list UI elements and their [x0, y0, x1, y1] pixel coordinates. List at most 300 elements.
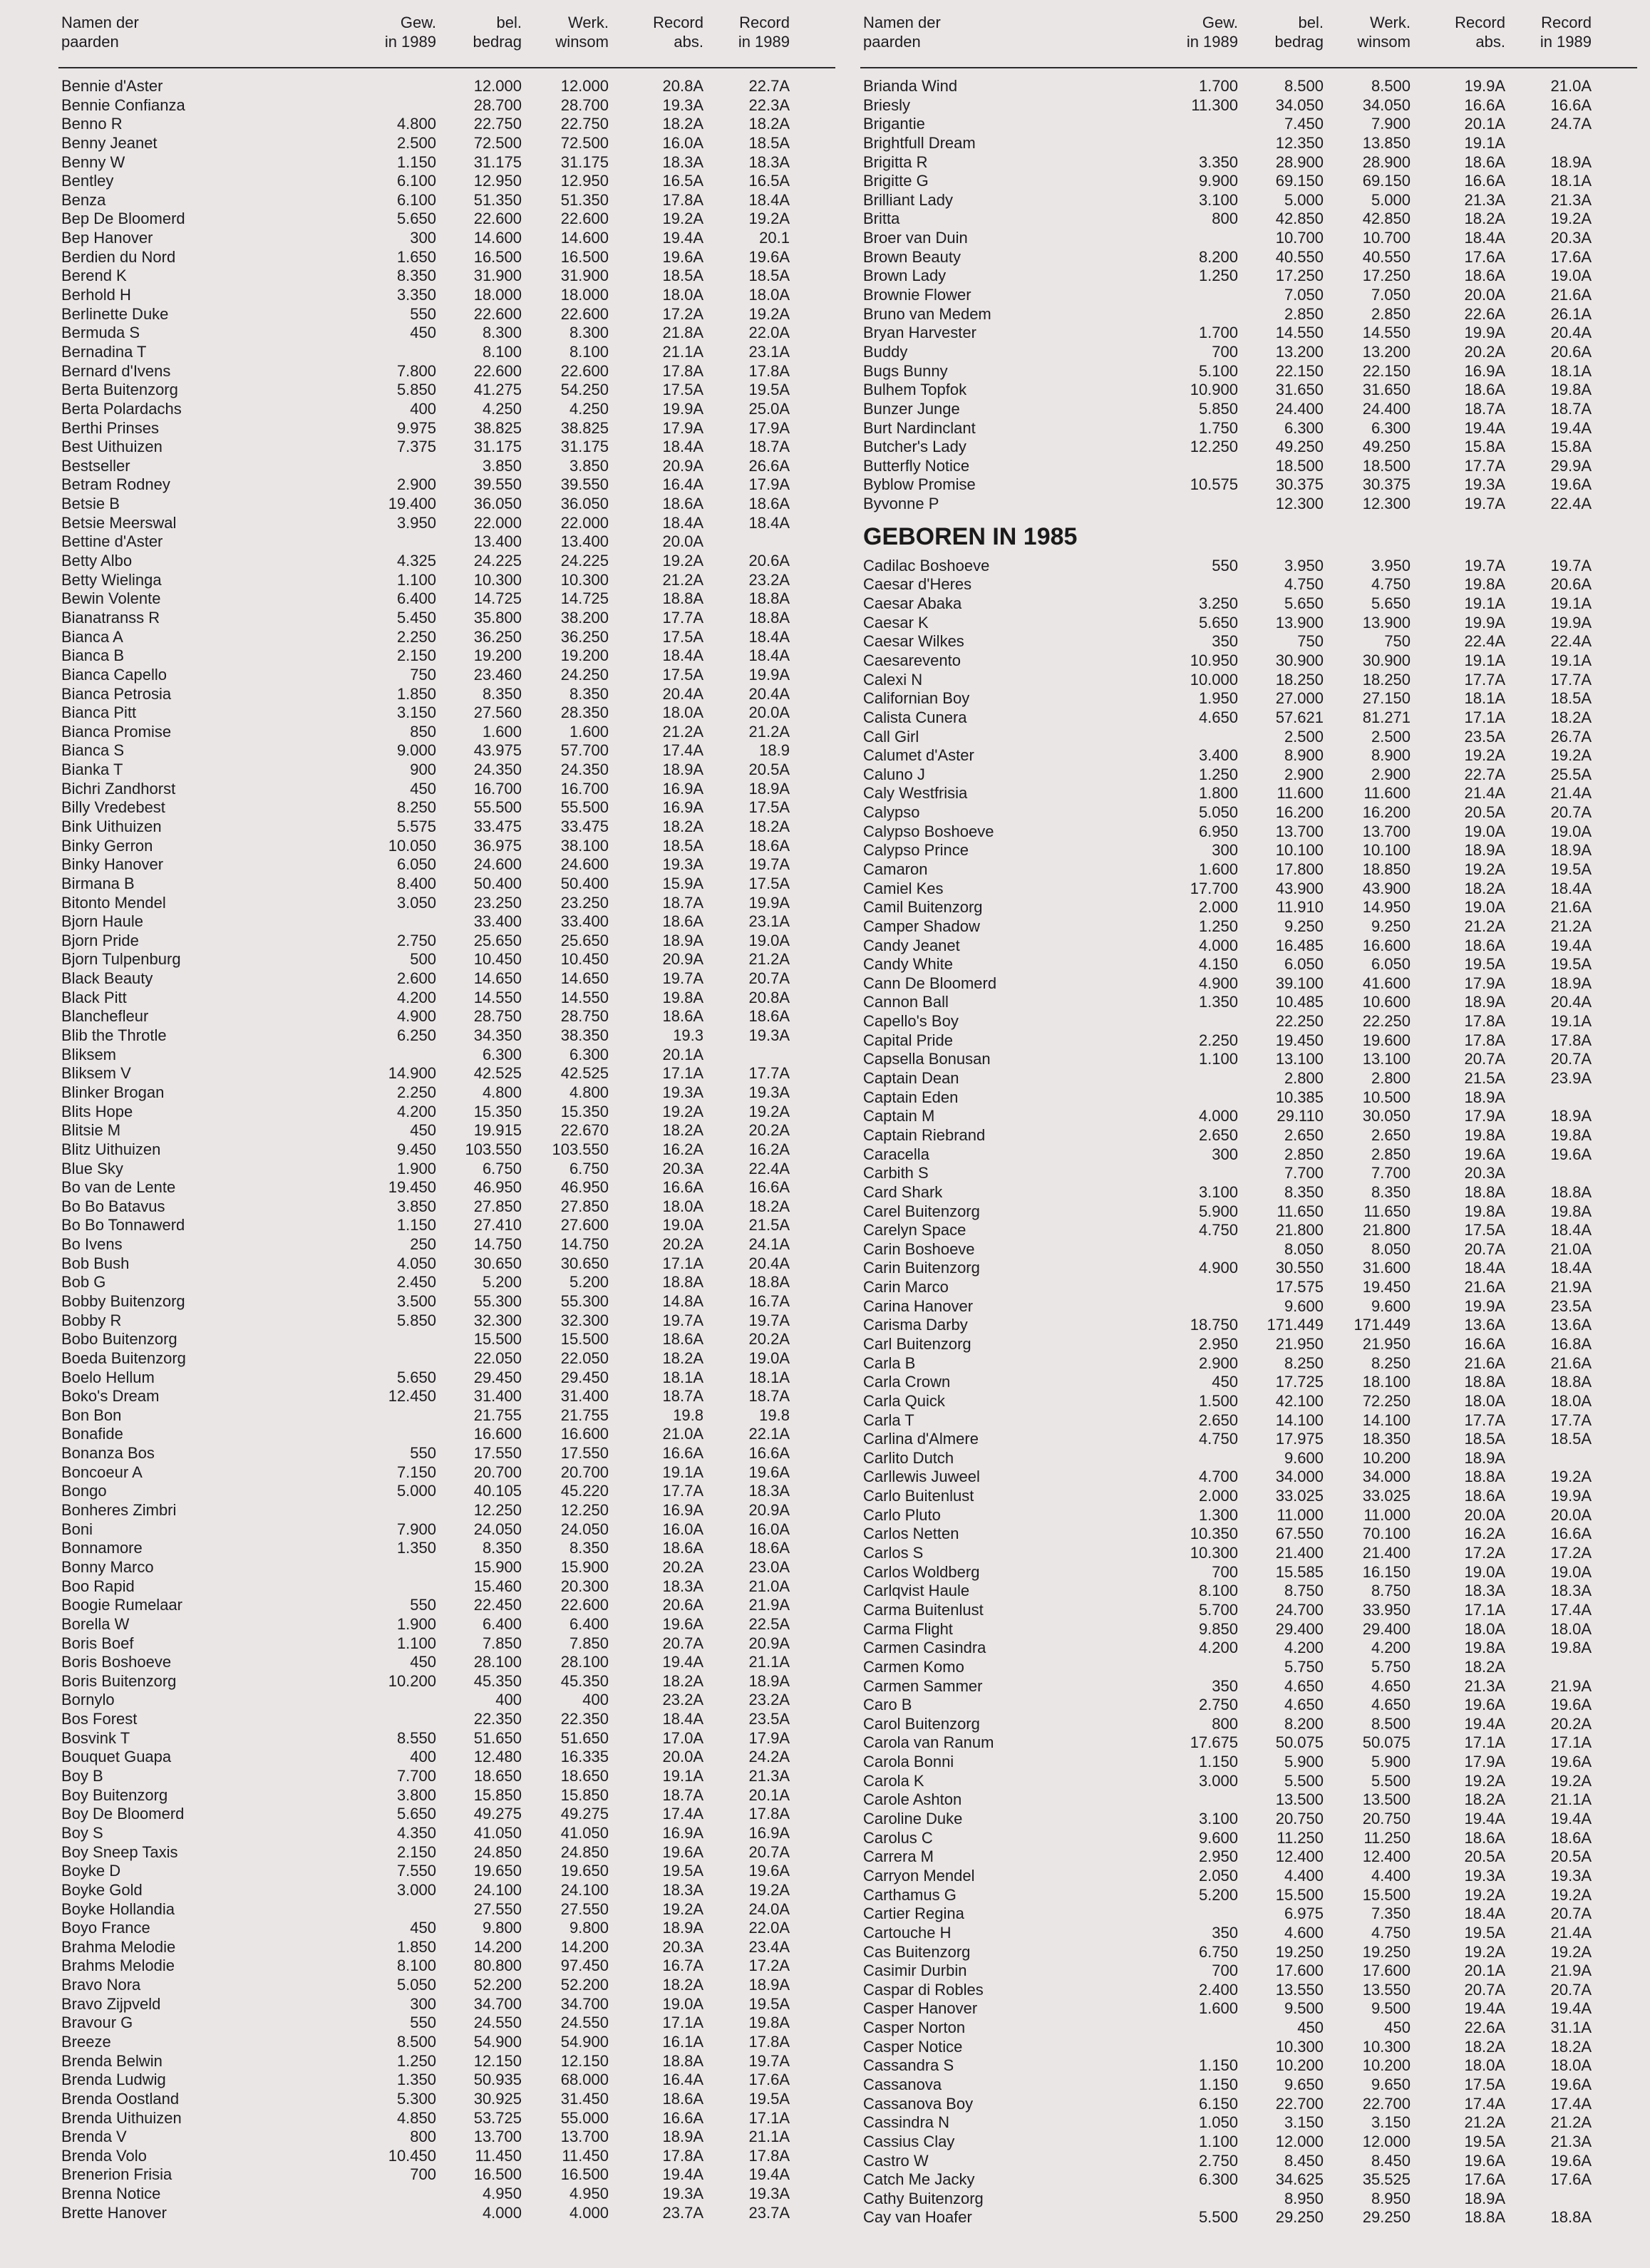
amount: 16.485 [1275, 936, 1324, 954]
winnings: 5.650 [1371, 594, 1411, 613]
horse-name: Boyo France [61, 1919, 150, 1937]
weight-1989: 1.700 [1198, 324, 1238, 342]
table-row [860, 575, 1637, 594]
record-1989: 21.0A [1550, 1239, 1592, 1258]
record-abs: 18.2A [662, 817, 703, 835]
table-row [58, 1046, 835, 1065]
table-row [58, 912, 835, 932]
record-1989: 18.5A [1550, 689, 1592, 708]
record-1989: 21.9A [1550, 1962, 1592, 1980]
amount: 1.600 [482, 722, 522, 741]
record-1989: 20.9A [748, 1501, 790, 1520]
horse-name: Camil Buitenzorg [863, 898, 983, 917]
weight-1989: 500 [410, 950, 436, 969]
table-row [58, 685, 835, 704]
record-abs: 19.2A [1464, 860, 1505, 878]
horse-name: Captain Dean [863, 1069, 959, 1088]
record-abs: 21.0A [662, 1425, 703, 1443]
amount: 28.100 [473, 1653, 522, 1671]
weight-1989: 800 [1212, 1714, 1238, 1733]
weight-1989: 1.350 [1198, 993, 1238, 1011]
amount: 31.175 [473, 438, 522, 456]
horse-name: Blinker Brogan [61, 1083, 165, 1101]
record-abs: 20.1A [1464, 115, 1505, 133]
weight-1989: 1.250 [1198, 765, 1238, 783]
winnings: 29.250 [1362, 2208, 1411, 2227]
amount: 29.400 [1275, 1619, 1324, 1638]
weight-1989: 9.900 [1198, 172, 1238, 190]
winnings: 18.850 [1362, 860, 1411, 878]
table-row [58, 495, 835, 514]
horse-name: Burt Nardinclant [863, 418, 976, 437]
horse-name: Cadilac Boshoeve [863, 556, 990, 574]
record-1989: 18.4A [748, 190, 790, 209]
horse-name: Brenda Oostland [61, 2089, 180, 2108]
table-row [860, 381, 1637, 400]
record-abs: 19.0A [1464, 822, 1505, 840]
record-abs: 22.7A [1464, 765, 1505, 783]
table-row [860, 1354, 1637, 1373]
amount: 16.600 [473, 1425, 522, 1443]
record-abs: 23.7A [662, 2203, 703, 2222]
winnings: 39.550 [560, 475, 609, 494]
table-row [58, 1558, 835, 1577]
horse-name: Bianca A [61, 627, 123, 646]
winnings: 21.400 [1362, 1544, 1411, 1562]
horse-name: Cathy Buitenzorg [863, 2189, 984, 2207]
weight-1989: 5.650 [396, 1368, 436, 1386]
winnings: 32.300 [560, 1311, 609, 1329]
record-abs: 19.4A [662, 229, 703, 247]
amount: 14.750 [473, 1235, 522, 1254]
amount: 2.500 [1284, 727, 1324, 746]
record-abs: 19.1A [1464, 133, 1505, 152]
winnings: 22.000 [560, 513, 609, 532]
weight-1989: 9.850 [1198, 1619, 1238, 1638]
record-1989: 24.1A [748, 1235, 790, 1254]
winnings: 16.600 [1362, 936, 1411, 954]
record-1989: 22.0A [748, 1919, 790, 1937]
record-abs: 21.2A [662, 570, 703, 589]
horse-name: Carlos Netten [863, 1525, 959, 1543]
amount: 49.250 [1275, 438, 1324, 456]
record-abs: 18.0A [1464, 1619, 1505, 1638]
table-row [860, 2019, 1637, 2038]
winnings: 30.375 [1362, 475, 1411, 494]
amount: 8.900 [1284, 746, 1324, 765]
record-1989: 25.5A [1550, 765, 1592, 783]
horse-name: Bravo Zijpveld [61, 1994, 161, 2013]
table-row [58, 1103, 835, 1122]
amount: 52.200 [473, 1976, 522, 1994]
record-1989: 19.9A [748, 665, 790, 684]
horse-name: Brianda Wind [863, 77, 958, 95]
horse-name: Carlina d'Almere [863, 1430, 979, 1448]
winnings: 17.550 [560, 1444, 609, 1463]
record-1989: 19.2A [1550, 210, 1592, 228]
record-1989: 21.3A [1550, 2132, 1592, 2150]
record-abs: 18.4A [662, 1710, 703, 1728]
weight-1989: 10.450 [388, 2146, 436, 2165]
header-weight: Gew. in 1989 [1186, 14, 1238, 51]
record-abs: 22.4A [1464, 632, 1505, 651]
amount: 31.650 [1275, 381, 1324, 399]
record-1989: 20.2A [1550, 1714, 1592, 1733]
winnings: 13.700 [1362, 822, 1411, 840]
weight-1989: 2.600 [396, 969, 436, 988]
amount: 15.500 [1275, 1885, 1324, 1904]
record-abs: 17.4A [1464, 2094, 1505, 2113]
amount: 9.250 [1284, 917, 1324, 935]
table-row [58, 400, 835, 419]
record-1989: 18.8A [748, 1273, 790, 1292]
table-row [860, 2170, 1637, 2190]
amount: 2.850 [1284, 1145, 1324, 1163]
record-1989: 19.5A [748, 1994, 790, 2013]
amount: 4.950 [482, 2185, 522, 2203]
horse-name: Cassanova Boy [863, 2094, 974, 2113]
table-row [860, 2095, 1637, 2114]
record-1989: 19.4A [1550, 418, 1592, 437]
horse-name: Carelyn Space [863, 1221, 966, 1239]
amount: 22.600 [473, 361, 522, 380]
winnings: 28.100 [560, 1653, 609, 1671]
amount: 22.050 [473, 1349, 522, 1367]
horse-name: Castro W [863, 2151, 929, 2170]
weight-1989: 10.950 [1190, 651, 1238, 669]
record-1989: 20.7A [748, 969, 790, 988]
record-1989: 19.3A [1550, 1866, 1592, 1885]
record-1989: 18.5A [748, 133, 790, 152]
amount: 14.100 [1275, 1411, 1324, 1429]
horse-name: Brenda Ludwig [61, 2071, 166, 2089]
weight-1989: 7.375 [396, 438, 436, 456]
amount: 18.500 [1275, 456, 1324, 475]
record-1989: 23.5A [1550, 1297, 1592, 1315]
table-row [860, 1107, 1637, 1126]
horse-name: Berta Buitenzorg [61, 381, 178, 399]
table-row [58, 1197, 835, 1217]
weight-1989: 450 [410, 779, 436, 798]
weight-1989: 7.900 [396, 1520, 436, 1538]
winnings: 4.650 [1371, 1696, 1411, 1714]
winnings: 6.300 [569, 1045, 609, 1063]
amount: 15.350 [473, 1102, 522, 1120]
amount: 750 [1297, 632, 1324, 651]
winnings: 12.400 [1362, 1847, 1411, 1866]
winnings: 30.050 [1362, 1107, 1411, 1125]
horse-name: Bliksem V [61, 1064, 131, 1083]
weight-1989: 17.700 [1190, 879, 1238, 897]
winnings: 8.300 [569, 324, 609, 342]
amount: 43.900 [1275, 879, 1324, 897]
weight-1989: 2.250 [396, 627, 436, 646]
record-abs: 20.7A [1464, 1980, 1505, 1999]
amount: 42.850 [1275, 210, 1324, 228]
record-abs: 18.9A [1464, 1448, 1505, 1467]
record-1989: 31.1A [1550, 2019, 1592, 2037]
record-abs: 21.3A [1464, 190, 1505, 209]
record-1989: 17.6A [1550, 247, 1592, 266]
record-abs: 19.2A [662, 552, 703, 570]
amount: 31.175 [473, 153, 522, 171]
winnings: 18.000 [560, 286, 609, 304]
record-abs: 18.6A [662, 1007, 703, 1026]
horse-name: Bo Ivens [61, 1235, 123, 1254]
amount: 34.000 [1275, 1468, 1324, 1486]
horse-name: Brahms Melodie [61, 1957, 175, 1975]
record-abs: 21.1A [662, 342, 703, 361]
winnings: 21.755 [560, 1406, 609, 1424]
table-row [58, 305, 835, 324]
amount: 4.000 [482, 2203, 522, 2222]
record-abs: 18.7A [662, 1785, 703, 1804]
table-row [860, 708, 1637, 728]
weight-1989: 5.850 [1198, 399, 1238, 418]
weight-1989: 5.650 [1198, 613, 1238, 632]
weight-1989: 6.400 [396, 589, 436, 608]
amount: 20.700 [473, 1463, 522, 1481]
table-row [860, 419, 1637, 438]
winnings: 33.475 [560, 817, 609, 835]
amount: 8.350 [1284, 1182, 1324, 1201]
record-abs: 20.5A [1464, 803, 1505, 822]
horse-name: Bo Bo Tonnawerd [61, 1216, 185, 1234]
winnings: 8.350 [1371, 1182, 1411, 1201]
record-1989: 20.5A [748, 761, 790, 779]
table-row [860, 823, 1637, 842]
horse-name: Bianca S [61, 741, 125, 760]
winnings: 13.200 [1362, 342, 1411, 361]
table-row [58, 798, 835, 818]
amount: 21.950 [1275, 1335, 1324, 1353]
record-1989: 19.6A [1550, 475, 1592, 494]
table-row [58, 1691, 835, 1710]
header-record-abs: Record abs. [1455, 14, 1505, 51]
winnings: 8.500 [1371, 1714, 1411, 1733]
horse-name: Cassindra N [863, 2113, 950, 2132]
weight-1989: 350 [1212, 1923, 1238, 1942]
winnings: 11.000 [1363, 1505, 1411, 1524]
horse-name: Bravour G [61, 2014, 133, 2032]
record-abs: 20.9A [662, 456, 703, 475]
winnings: 17.250 [1362, 267, 1411, 285]
table-row [860, 937, 1637, 956]
winnings: 28.750 [560, 1007, 609, 1026]
weight-1989: 3.000 [396, 1880, 436, 1899]
amount: 8.750 [1284, 1582, 1324, 1600]
weight-1989: 6.950 [1198, 822, 1238, 840]
horse-name: Bianca B [61, 646, 125, 665]
table-row [860, 2038, 1637, 2057]
table-row [58, 1425, 835, 1444]
table-row [860, 1904, 1637, 1924]
horse-name: Carolus C [863, 1828, 933, 1847]
record-1989: 20.6A [1550, 342, 1592, 361]
table-row [860, 594, 1637, 614]
record-1989: 17.5A [748, 874, 790, 892]
amount: 10.300 [1275, 2037, 1324, 2056]
winnings: 13.850 [1362, 133, 1411, 152]
table-row [860, 1525, 1637, 1544]
table-row [860, 1506, 1637, 1525]
record-abs: 20.8A [662, 77, 703, 95]
table-row [58, 1349, 835, 1368]
weight-1989: 800 [1212, 210, 1238, 228]
amount: 41.275 [473, 381, 522, 399]
table-row [58, 703, 835, 723]
header-winnings: Werk. winsom [555, 14, 609, 51]
amount: 34.050 [1275, 96, 1324, 114]
record-abs: 18.3A [662, 153, 703, 171]
table-row [860, 880, 1637, 899]
winnings: 38.350 [560, 1026, 609, 1045]
table-body [860, 557, 1637, 2227]
record-1989: 17.1A [1550, 1733, 1592, 1752]
amount: 19.250 [1275, 1942, 1324, 1961]
winnings: 5.000 [1371, 190, 1411, 209]
section-heading: GEBOREN IN 1985 [863, 522, 1078, 550]
horse-name: Boogie Rumelaar [61, 1596, 182, 1614]
amount: 19.200 [473, 646, 522, 665]
horse-name: Blue Sky [61, 1159, 123, 1177]
weight-1989: 350 [1212, 632, 1238, 651]
weight-1989: 1.150 [396, 1216, 436, 1234]
table-row [860, 1715, 1637, 1734]
horse-name: Boy B [61, 1767, 103, 1785]
horse-name: Byblow Promise [863, 475, 976, 494]
weight-1989: 1.800 [1198, 784, 1238, 803]
record-abs: 19.3A [1464, 475, 1505, 494]
weight-1989: 10.300 [1190, 1544, 1238, 1562]
weight-1989: 1.100 [396, 1634, 436, 1652]
record-1989: 18.7A [1550, 399, 1592, 418]
horse-name: Byvonne P [863, 495, 939, 513]
table-row [860, 267, 1637, 286]
record-1989: 21.9A [1550, 1278, 1592, 1297]
record-1989: 20.8A [748, 988, 790, 1006]
horse-name: Brigitta R [863, 153, 928, 171]
table-row [58, 1653, 835, 1672]
record-abs: 19.8A [1464, 1202, 1505, 1220]
horse-name: Bo van de Lente [61, 1178, 176, 1197]
record-abs: 17.7A [662, 608, 703, 627]
table-row [860, 1487, 1637, 1506]
winnings: 22.350 [560, 1710, 609, 1728]
amount: 4.800 [482, 1083, 522, 1101]
record-1989: 19.6A [748, 1862, 790, 1880]
record-abs: 18.5A [662, 836, 703, 855]
winnings: 13.700 [560, 2128, 609, 2146]
table-row [860, 1259, 1637, 1278]
table-row [860, 1867, 1637, 1886]
amount: 13.900 [1275, 613, 1324, 632]
record-1989: 21.0A [1550, 77, 1592, 95]
table-row [58, 1767, 835, 1786]
amount: 16.500 [473, 247, 522, 266]
table-row [58, 1577, 835, 1597]
amount: 19.915 [473, 1121, 522, 1140]
weight-1989: 9.000 [396, 741, 436, 760]
amount: 15.900 [473, 1557, 522, 1576]
weight-1989: 350 [1212, 1676, 1238, 1695]
amount: 15.460 [473, 1577, 522, 1595]
amount: 40.550 [1275, 247, 1324, 266]
winnings: 38.200 [560, 608, 609, 627]
record-abs: 22.6A [1464, 304, 1505, 323]
horse-name: Cay van Hoafer [863, 2208, 972, 2227]
weight-1989: 800 [410, 2128, 436, 2146]
winnings: 36.250 [560, 627, 609, 646]
record-abs: 17.1A [1464, 1733, 1505, 1752]
record-1989: 15.8A [1550, 438, 1592, 456]
winnings: 10.600 [1362, 993, 1411, 1011]
record-abs: 18.6A [1464, 153, 1505, 171]
weight-1989: 5.575 [396, 817, 436, 835]
amount: 24.100 [473, 1880, 522, 1899]
weight-1989: 10.000 [1190, 670, 1238, 689]
record-1989: 23.2A [748, 1691, 790, 1709]
amount: 103.550 [465, 1140, 522, 1158]
table-row [860, 362, 1637, 381]
record-1989: 16.7A [748, 1292, 790, 1310]
record-1989: 26.1A [1550, 304, 1592, 323]
record-abs: 19.9A [1464, 324, 1505, 342]
record-abs: 16.9A [1464, 361, 1505, 380]
weight-1989: 19.450 [388, 1178, 436, 1197]
horse-name: Bravo Nora [61, 1976, 141, 1994]
horse-name: Cartier Regina [863, 1904, 964, 1923]
weight-1989: 5.700 [1198, 1600, 1238, 1619]
record-abs: 17.5A [662, 627, 703, 646]
amount: 450 [1297, 2019, 1324, 2037]
record-abs: 18.6A [662, 912, 703, 931]
amount: 28.750 [473, 1007, 522, 1026]
weight-1989: 5.650 [396, 1805, 436, 1823]
amount: 28.900 [1275, 153, 1324, 171]
record-1989: 23.2A [748, 570, 790, 589]
amount: 4.650 [1284, 1676, 1324, 1695]
record-1989: 20.7A [1550, 1904, 1592, 1923]
record-1989: 18.6A [748, 495, 790, 513]
record-1989: 19.8A [1550, 381, 1592, 399]
winnings: 19.250 [1362, 1942, 1411, 1961]
record-abs: 16.9A [662, 779, 703, 798]
winnings: 2.850 [1371, 1145, 1411, 1163]
table-row [58, 1710, 835, 1729]
amount: 13.700 [473, 2128, 522, 2146]
horse-name: Carbith S [863, 1164, 929, 1182]
record-1989: 18.5A [748, 267, 790, 285]
amount: 11.910 [1277, 898, 1324, 917]
table-row [58, 1824, 835, 1843]
amount: 15.850 [473, 1785, 522, 1804]
horse-name: Blits Hope [61, 1102, 133, 1120]
amount: 17.800 [1275, 860, 1324, 878]
winnings: 16.600 [560, 1425, 609, 1443]
record-abs: 18.6A [1464, 1828, 1505, 1847]
amount: 30.375 [1275, 475, 1324, 494]
amount: 51.350 [473, 190, 522, 209]
winnings: 14.100 [1362, 1411, 1411, 1429]
record-1989: 19.1A [1550, 594, 1592, 613]
horse-name: Bernadina T [61, 342, 147, 361]
weight-1989: 10.900 [1190, 381, 1238, 399]
record-1989: 18.3A [748, 153, 790, 171]
winnings: 22.600 [560, 361, 609, 380]
amount: 49.275 [473, 1805, 522, 1823]
winnings: 18.100 [1362, 1373, 1411, 1391]
